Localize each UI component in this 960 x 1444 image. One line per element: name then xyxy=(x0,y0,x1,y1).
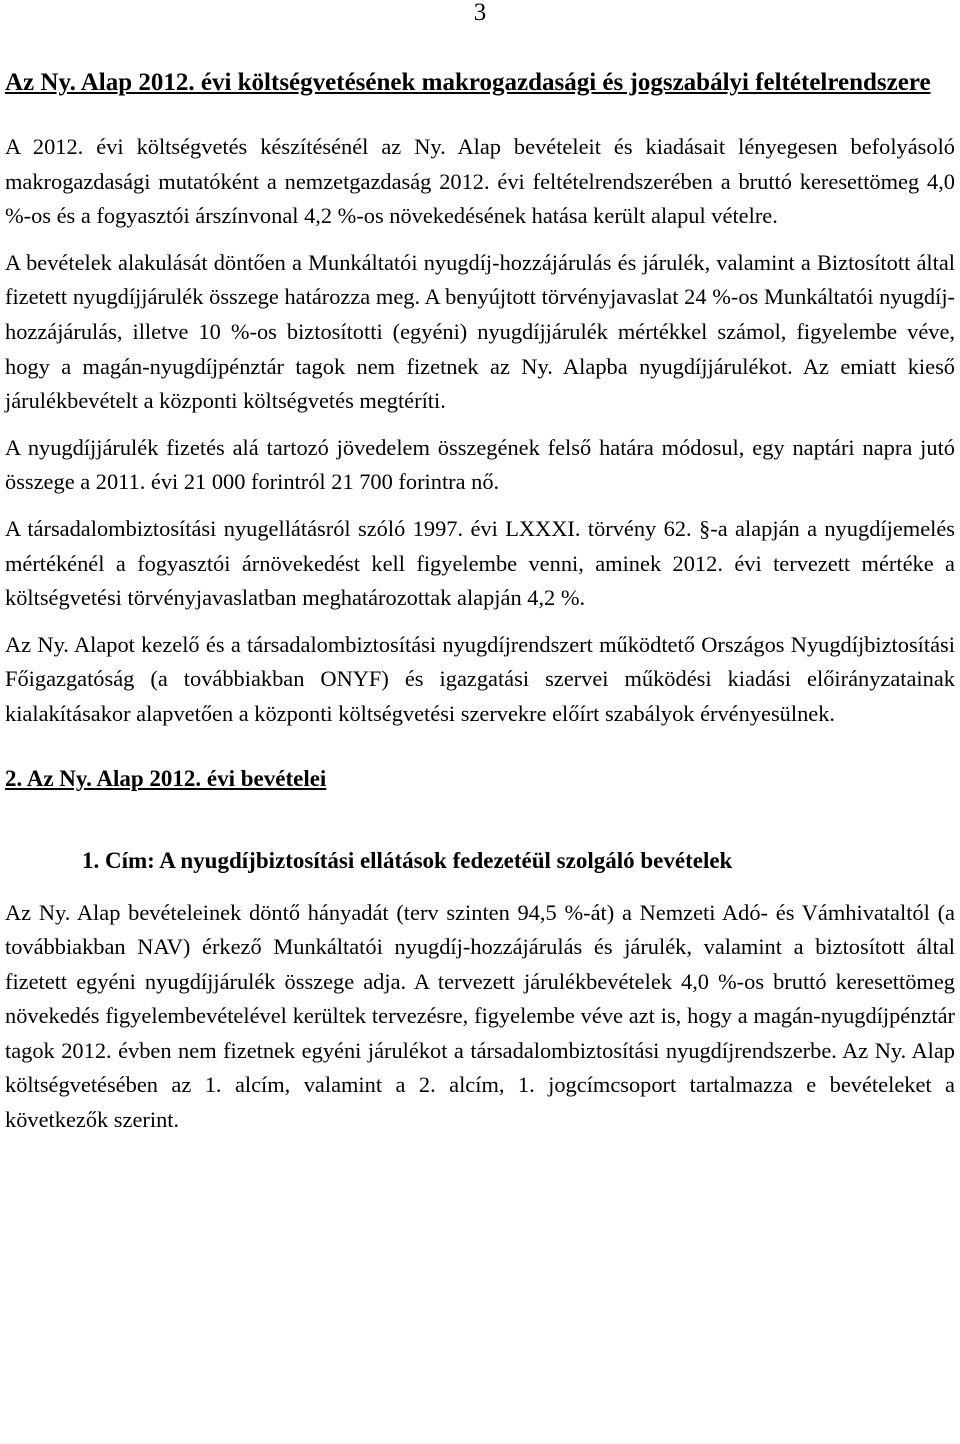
section-title: Az Ny. Alap 2012. évi költségvetésének makrogazdasági és jogszabályi feltételrendszere xyxy=(5,69,931,96)
heading-revenues: 2. Az Ny. Alap 2012. évi bevételei xyxy=(5,765,327,791)
paragraph-macro-indicators: A 2012. évi költségvetés készítésénél az Ny. Alap bevételeit és kiadásait lényegesen befolyásoló makrogazdasági mutatóként a nemzetgazdaság 2012. évi feltételrendszerében a bruttó keresettömeg 4,0 %-os és a fogyasztói árszínvonal 4,2 %-os növekedésének hatása került alapul vételre. xyxy=(5,134,955,229)
heading-title-1: 1. Cím: A nyugdíjbiztosítási ellátások fedezetéül szolgáló bevételek xyxy=(82,847,733,873)
paragraph-revenue-contributions: A bevételek alakulását döntően a Munkáltatói nyugdíj-hozzájárulás és járulék, valamint a Biztosított által fizetett nyugdíjjárulék összege határozza meg. A benyújtott törvényjavaslat 24 %-os Munkáltatói nyugdíj-hozzájárulás, illetve 10 %-os biztosítotti (egyéni) nyugdíjjárulék mértékkel számol, figyelembe véve, hogy a magán-nyugdíjpénztár tagok nem fizetnek az Ny. Alapba nyugdíjjárulékot. Az emiatt kieső járulékbevételt a központi költségvetés megtéríti. xyxy=(5,249,955,414)
document-body xyxy=(5,66,955,1138)
paragraph-revenue-composition: Az Ny. Alap bevételeinek döntő hányadát (terv szinten 94,5 %-át) a Nemzeti Adó- és Vámhivataltól (a továbbiakban NAV) érkező Munkáltatói nyugdíj-hozzájárulás és járulék, valamint a biztosított által fizetett egyéni nyugdíjjárulék összege adja. A tervezett járulékbevételek 4,0 %-os bruttó keresettömeg növekedés figyelembevételével kerültek tervezésre, figyelembe véve azt is, hogy a magán-nyugdíjpénztár tagok 2012. évben nem fizetnek egyéni járulékot a társadalombiztosítási nyugdíjrendszerbe. Az Ny. Alap költségvetésében az 1. alcím, valamint a 2. alcím, 1. jogcímcsoport tartalmazza e bevételeket a következők szerint. xyxy=(5,899,955,1133)
page-number: 3 xyxy=(473,0,487,26)
paragraph-contribution-ceiling: A nyugdíjjárulék fizetés alá tartozó jövedelem összegének felső határa módosul, egy naptári napra jutó összege a 2011. évi 21 000 forintról 21 700 forintra nő. xyxy=(5,434,955,495)
paragraph-pension-increase: A társadalombiztosítási nyugellátásról szóló 1997. évi LXXXI. törvény 62. §-a alapján a nyugdíjemelés mértékénél a fogyasztói árnövekedést kell figyelembe venni, aminek 2012. évi tervezett mértéke a költségvetési törvényjavaslatban meghatározottak alapján 4,2 %. xyxy=(5,515,955,611)
paragraph-onyf-administration: Az Ny. Alapot kezelő és a társadalombiztosítási nyugdíjrendszert működtető Országos Nyugdíjbiztosítási Főigazgatóság (a továbbiakban ONYF) és igazgatási szervei működési kiadási előirányzatainak kialakításakor alapvetően a központi költségvetési szervekre előírt szabályok érvényesülnek. xyxy=(5,631,955,726)
